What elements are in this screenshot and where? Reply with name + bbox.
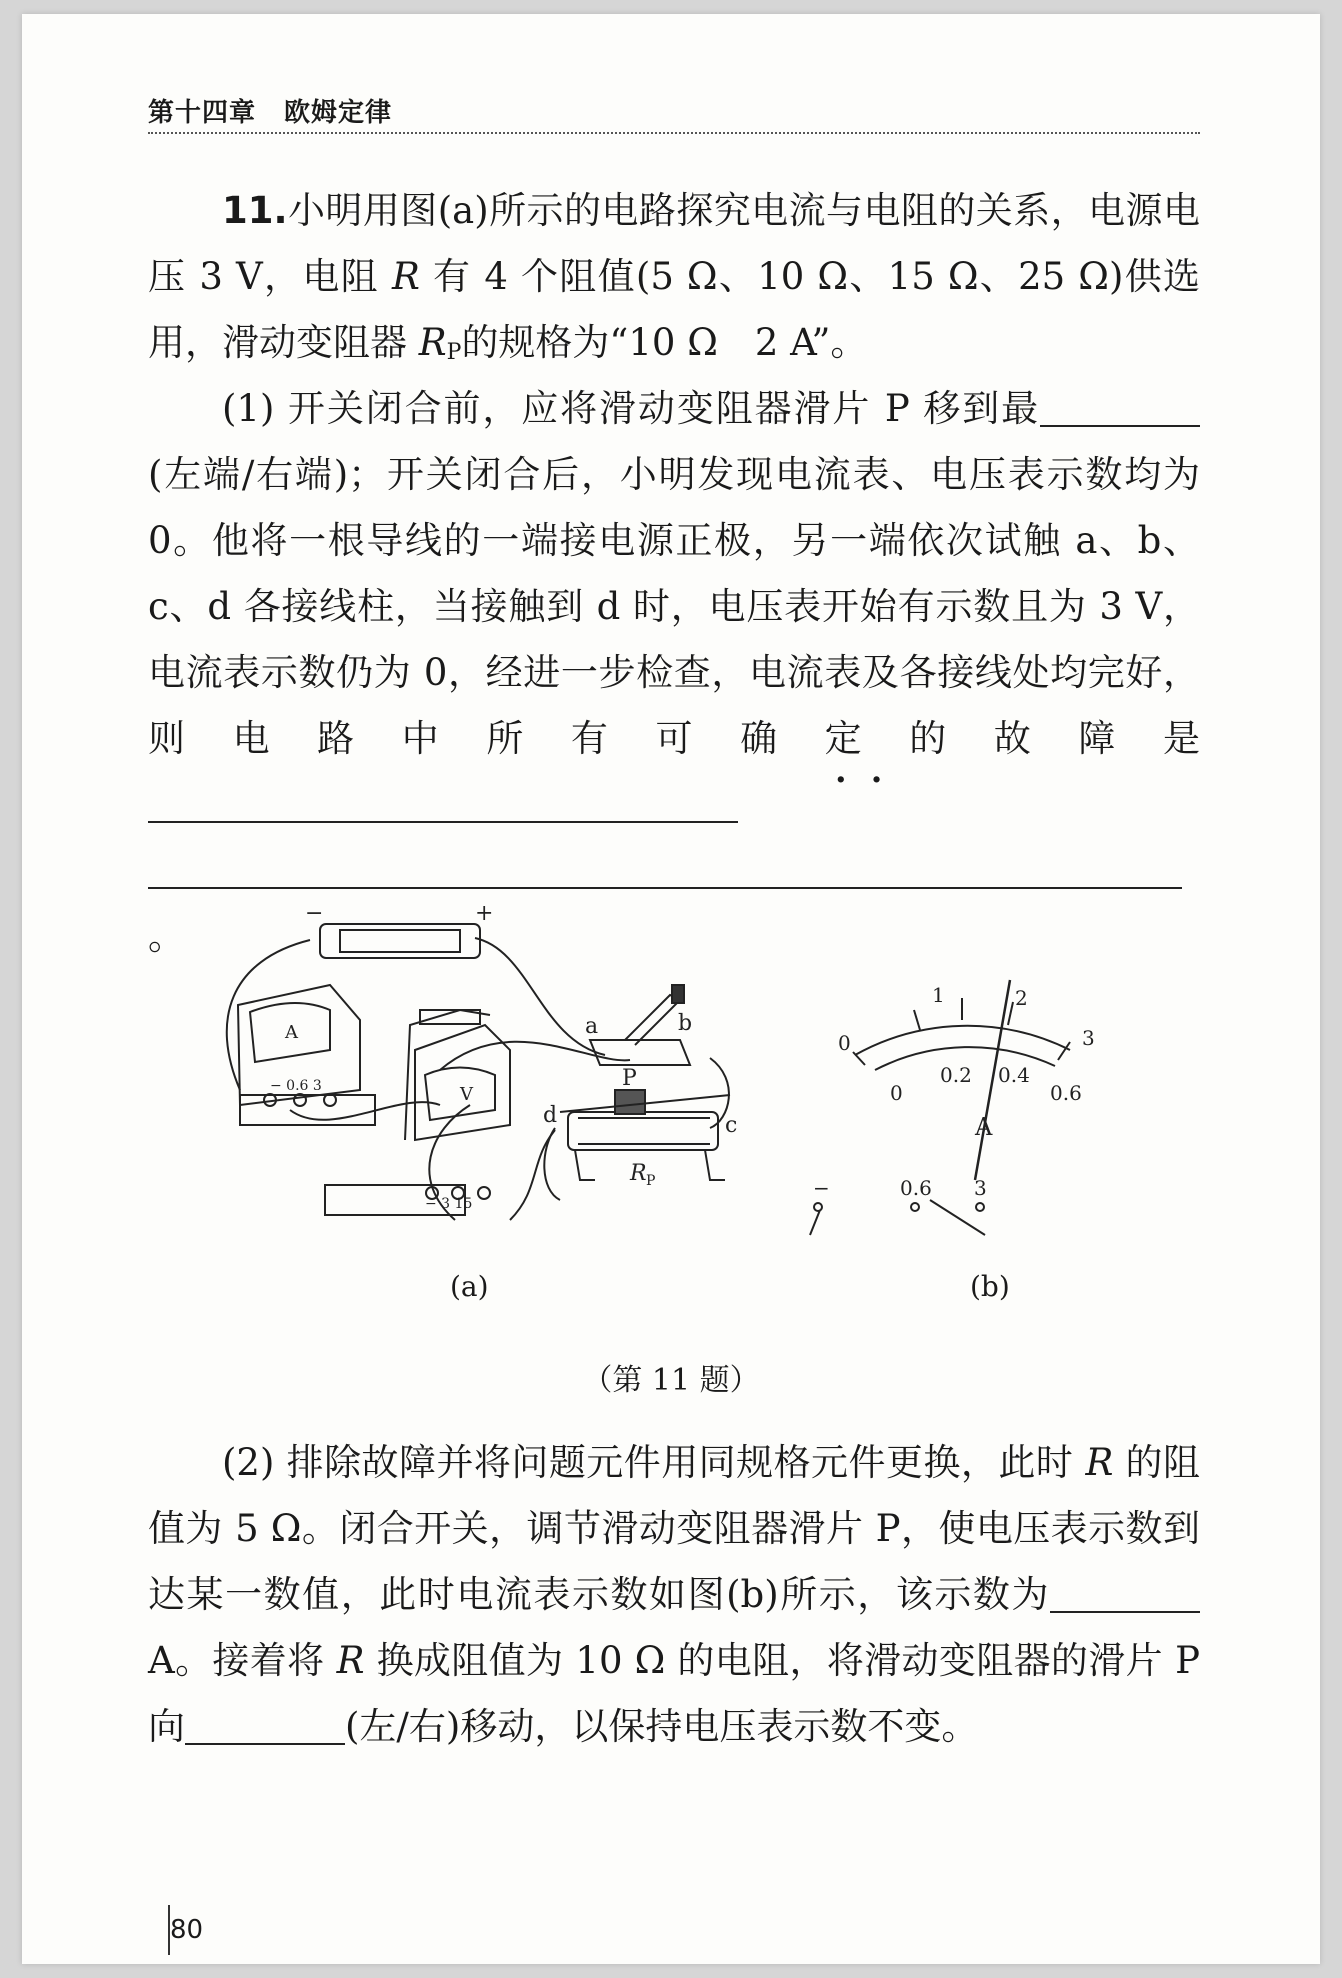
switch-b: b — [678, 1011, 693, 1036]
ammeter-terminals: − 0.6 3 — [270, 1078, 322, 1094]
header-divider — [148, 132, 1200, 134]
answer-blank-2-cont[interactable] — [148, 847, 1182, 889]
circuit-figure — [210, 890, 1190, 1320]
chapter-title: 欧姆定律 — [284, 98, 393, 128]
caption-b: (b) — [970, 1270, 1010, 1303]
switch-a: a — [585, 1014, 599, 1039]
chapter-header — [148, 92, 392, 129]
terminal-minus: − — [813, 1176, 830, 1200]
scale-arc — [855, 1026, 1070, 1055]
switch — [590, 1040, 690, 1065]
answer-blank-4[interactable] — [185, 1703, 345, 1745]
question-2: (2) 排除故障并将问题元件用同规格元件更换，此时 R 的阻值为 5 Ω。闭合开关，调节滑动变阻器滑片 P，使电压表示数到达某一数值，此时电流表示数如图(b)所示，该示数为 A。接着将 R 换成阻值为 10 Ω 的电阻，将滑动变阻器的滑片 P 向 (左/右)移动，以保持电压表示数不变。 — [148, 1441, 1201, 1748]
bottom-scale-0: 0 — [890, 1081, 903, 1105]
problem-number: 11. — [222, 189, 288, 232]
rheostat-c: c — [725, 1113, 738, 1138]
rp-subscript: P — [646, 1173, 656, 1189]
battery-plus: + — [475, 901, 494, 926]
voltmeter-label: V — [460, 1084, 473, 1105]
question-1: (1) 开关闭合前，应将滑动变阻器滑片 P 移到最(左端/右端)；开关闭合后，小明发现电流表、电压表示数均为 0。他将一根导线的一端接电源正极，另一端依次试触 a、b、c、d 各接线柱，当接触到 d 时，电压表开始有示数且为 3 V，电流表示数仍为 0，经进一步检查，电流表及各接线处均完好，则电路中所有可确定 · ·的故障是 。 — [148, 376, 1200, 970]
emphasis-mark: 确定 · · — [740, 717, 909, 760]
rheostat-d: d — [543, 1103, 558, 1128]
answer-blank-2[interactable] — [148, 781, 738, 823]
ammeter-label: A — [285, 1022, 298, 1043]
bottom-scale-2: 0.4 — [998, 1063, 1030, 1087]
answer-blank-1[interactable] — [1040, 385, 1200, 427]
wire — [544, 1128, 560, 1200]
voltmeter-terminals: − 3 15 — [425, 1196, 473, 1212]
top-scale-0: 0 — [838, 1031, 851, 1055]
caption-a: (a) — [450, 1270, 489, 1303]
terminal-3: 3 — [974, 1176, 987, 1200]
page-number: 80 — [170, 1915, 204, 1945]
figure-11 — [210, 890, 1190, 1320]
unit-label: A — [975, 1113, 993, 1141]
scale-ticks — [853, 998, 1070, 1065]
figure-caption: （第 11 题） — [582, 1363, 760, 1398]
top-scale-2: 2 — [1015, 986, 1028, 1010]
top-scale-1: 1 — [932, 983, 945, 1007]
bottom-scale-1: 0.2 — [940, 1063, 972, 1087]
wire — [290, 1102, 440, 1120]
terminal-0-6: 0.6 — [900, 1176, 932, 1200]
problem-intro: 11.小明用图(a)所示的电路探究电流与电阻的关系，电源电压 3 V，电阻 R 有 4 个阻值(5 Ω、10 Ω、15 Ω、25 Ω)供选用，滑动变阻器 RP的规格为“10 Ω 2 A”。 — [148, 189, 1201, 365]
top-scale-3: 3 — [1082, 1026, 1095, 1050]
bottom-scale-3: 0.6 — [1050, 1081, 1082, 1105]
slider-p: P — [622, 1066, 637, 1091]
battery-minus: − — [305, 901, 324, 926]
answer-blank-3[interactable] — [1050, 1571, 1200, 1613]
chapter-number: 第十四章 — [148, 98, 257, 128]
rp-label: R — [630, 1161, 647, 1186]
